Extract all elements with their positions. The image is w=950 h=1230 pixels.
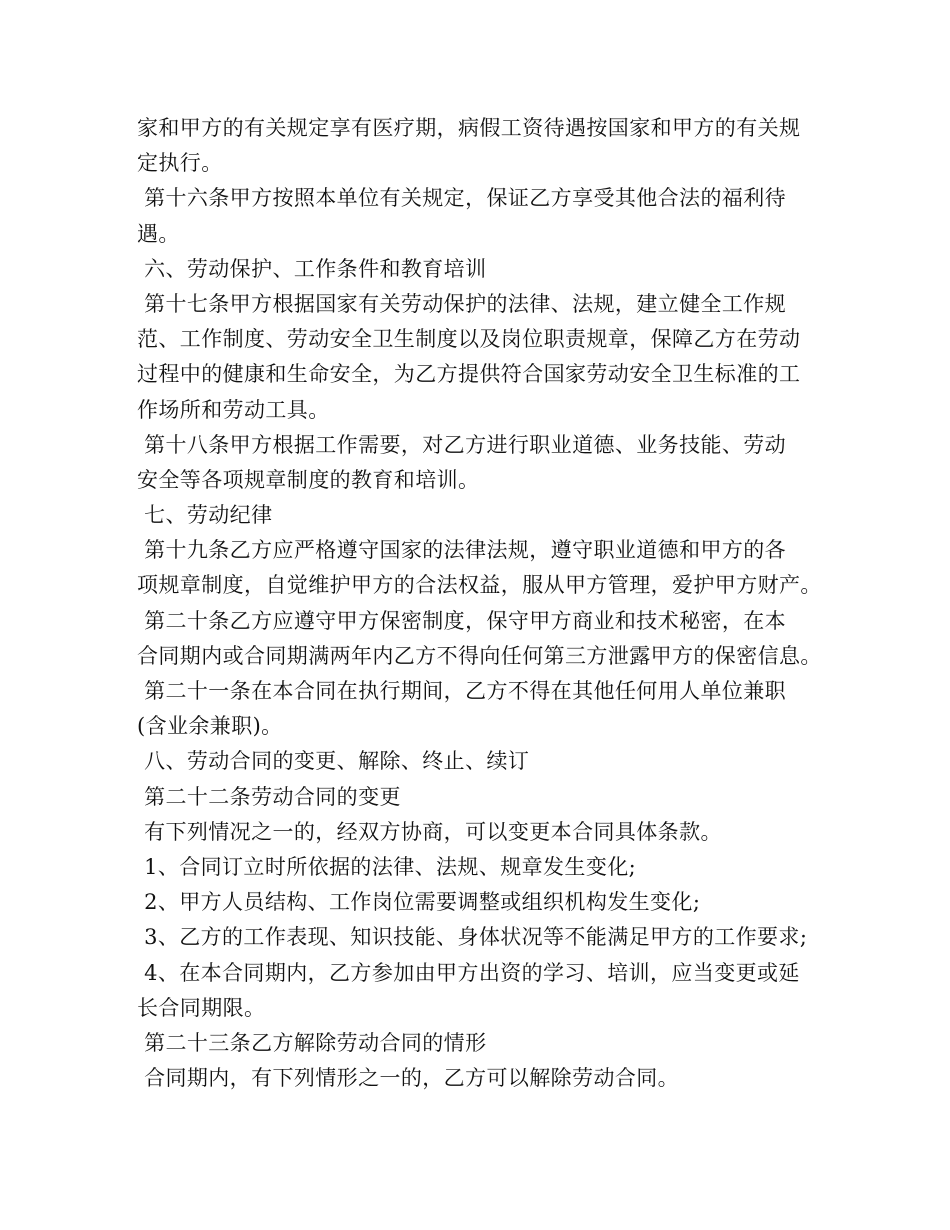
text-line: 过程中的健康和生命安全，为乙方提供符合国家劳动安全卫生标准的工	[137, 362, 801, 387]
text-line: 2、甲方人员结构、工作岗位需要调整或组织机构发生变化;	[137, 890, 701, 915]
text-line: 范、工作制度、劳动安全卫生制度以及岗位职责规章，保障乙方在劳动	[137, 327, 801, 352]
text-line: 项规章制度，自觉维护甲方的合法权益，服从甲方管理，爱护甲方财产。	[137, 573, 822, 598]
text-line: 安全等各项规章制度的教育和培训。	[137, 467, 480, 492]
text-line: 定执行。	[137, 151, 223, 176]
text-line: 八、劳动合同的变更、解除、终止、续订	[137, 749, 530, 774]
text-line: 第十七条甲方根据国家有关劳动保护的法律、法规，建立健全工作规	[137, 291, 787, 316]
text-line: 第二十条乙方应遵守甲方保密制度，保守甲方商业和技术秘密，在本	[137, 608, 787, 633]
text-line: 合同期内或合同期满两年内乙方不得向任何第三方泄露甲方的保密信息。	[137, 643, 822, 668]
text-line: 1、合同订立时所依据的法律、法规、规章发生变化;	[137, 854, 637, 879]
text-line: 第二十二条劳动合同的变更	[137, 784, 401, 809]
text-line: 第二十三条乙方解除劳动合同的情形	[137, 1030, 487, 1055]
text-line: 合同期内，有下列情形之一的，乙方可以解除劳动合同。	[137, 1066, 680, 1091]
text-line: 六、劳动保护、工作条件和教育培训	[137, 256, 487, 281]
text-line: 长合同期限。	[137, 995, 266, 1020]
text-line: 第二十一条在本合同在执行期间，乙方不得在其他任何用人单位兼职	[137, 679, 787, 703]
text-line: 作场所和劳动工具。	[137, 397, 330, 422]
text-line: (含业余兼职)。	[137, 714, 283, 739]
text-line: 3、乙方的工作表现、知识技能、身体状况等不能满足甲方的工作要求;	[137, 925, 808, 950]
text-line: 家和甲方的有关规定享有医疗期，病假工资待遇按国家和甲方的有关规	[137, 116, 801, 140]
text-line: 遇。	[137, 221, 180, 246]
document-body	[137, 111, 827, 1096]
text-line: 第十九条乙方应严格遵守国家的法律法规，遵守职业道德和甲方的各	[137, 538, 787, 563]
text-line: 有下列情况之一的，经双方协商，可以变更本合同具体条款。	[137, 819, 722, 844]
text-line: 七、劳动纪律	[137, 503, 273, 528]
text-line: 第十六条甲方按照本单位有关规定，保证乙方享受其他合法的福利待	[137, 186, 787, 211]
text-line: 第十八条甲方根据工作需要，对乙方进行职业道德、业务技能、劳动	[137, 432, 787, 457]
text-line: 4、在本合同期内，乙方参加由甲方出资的学习、培训，应当变更或延	[137, 960, 800, 985]
